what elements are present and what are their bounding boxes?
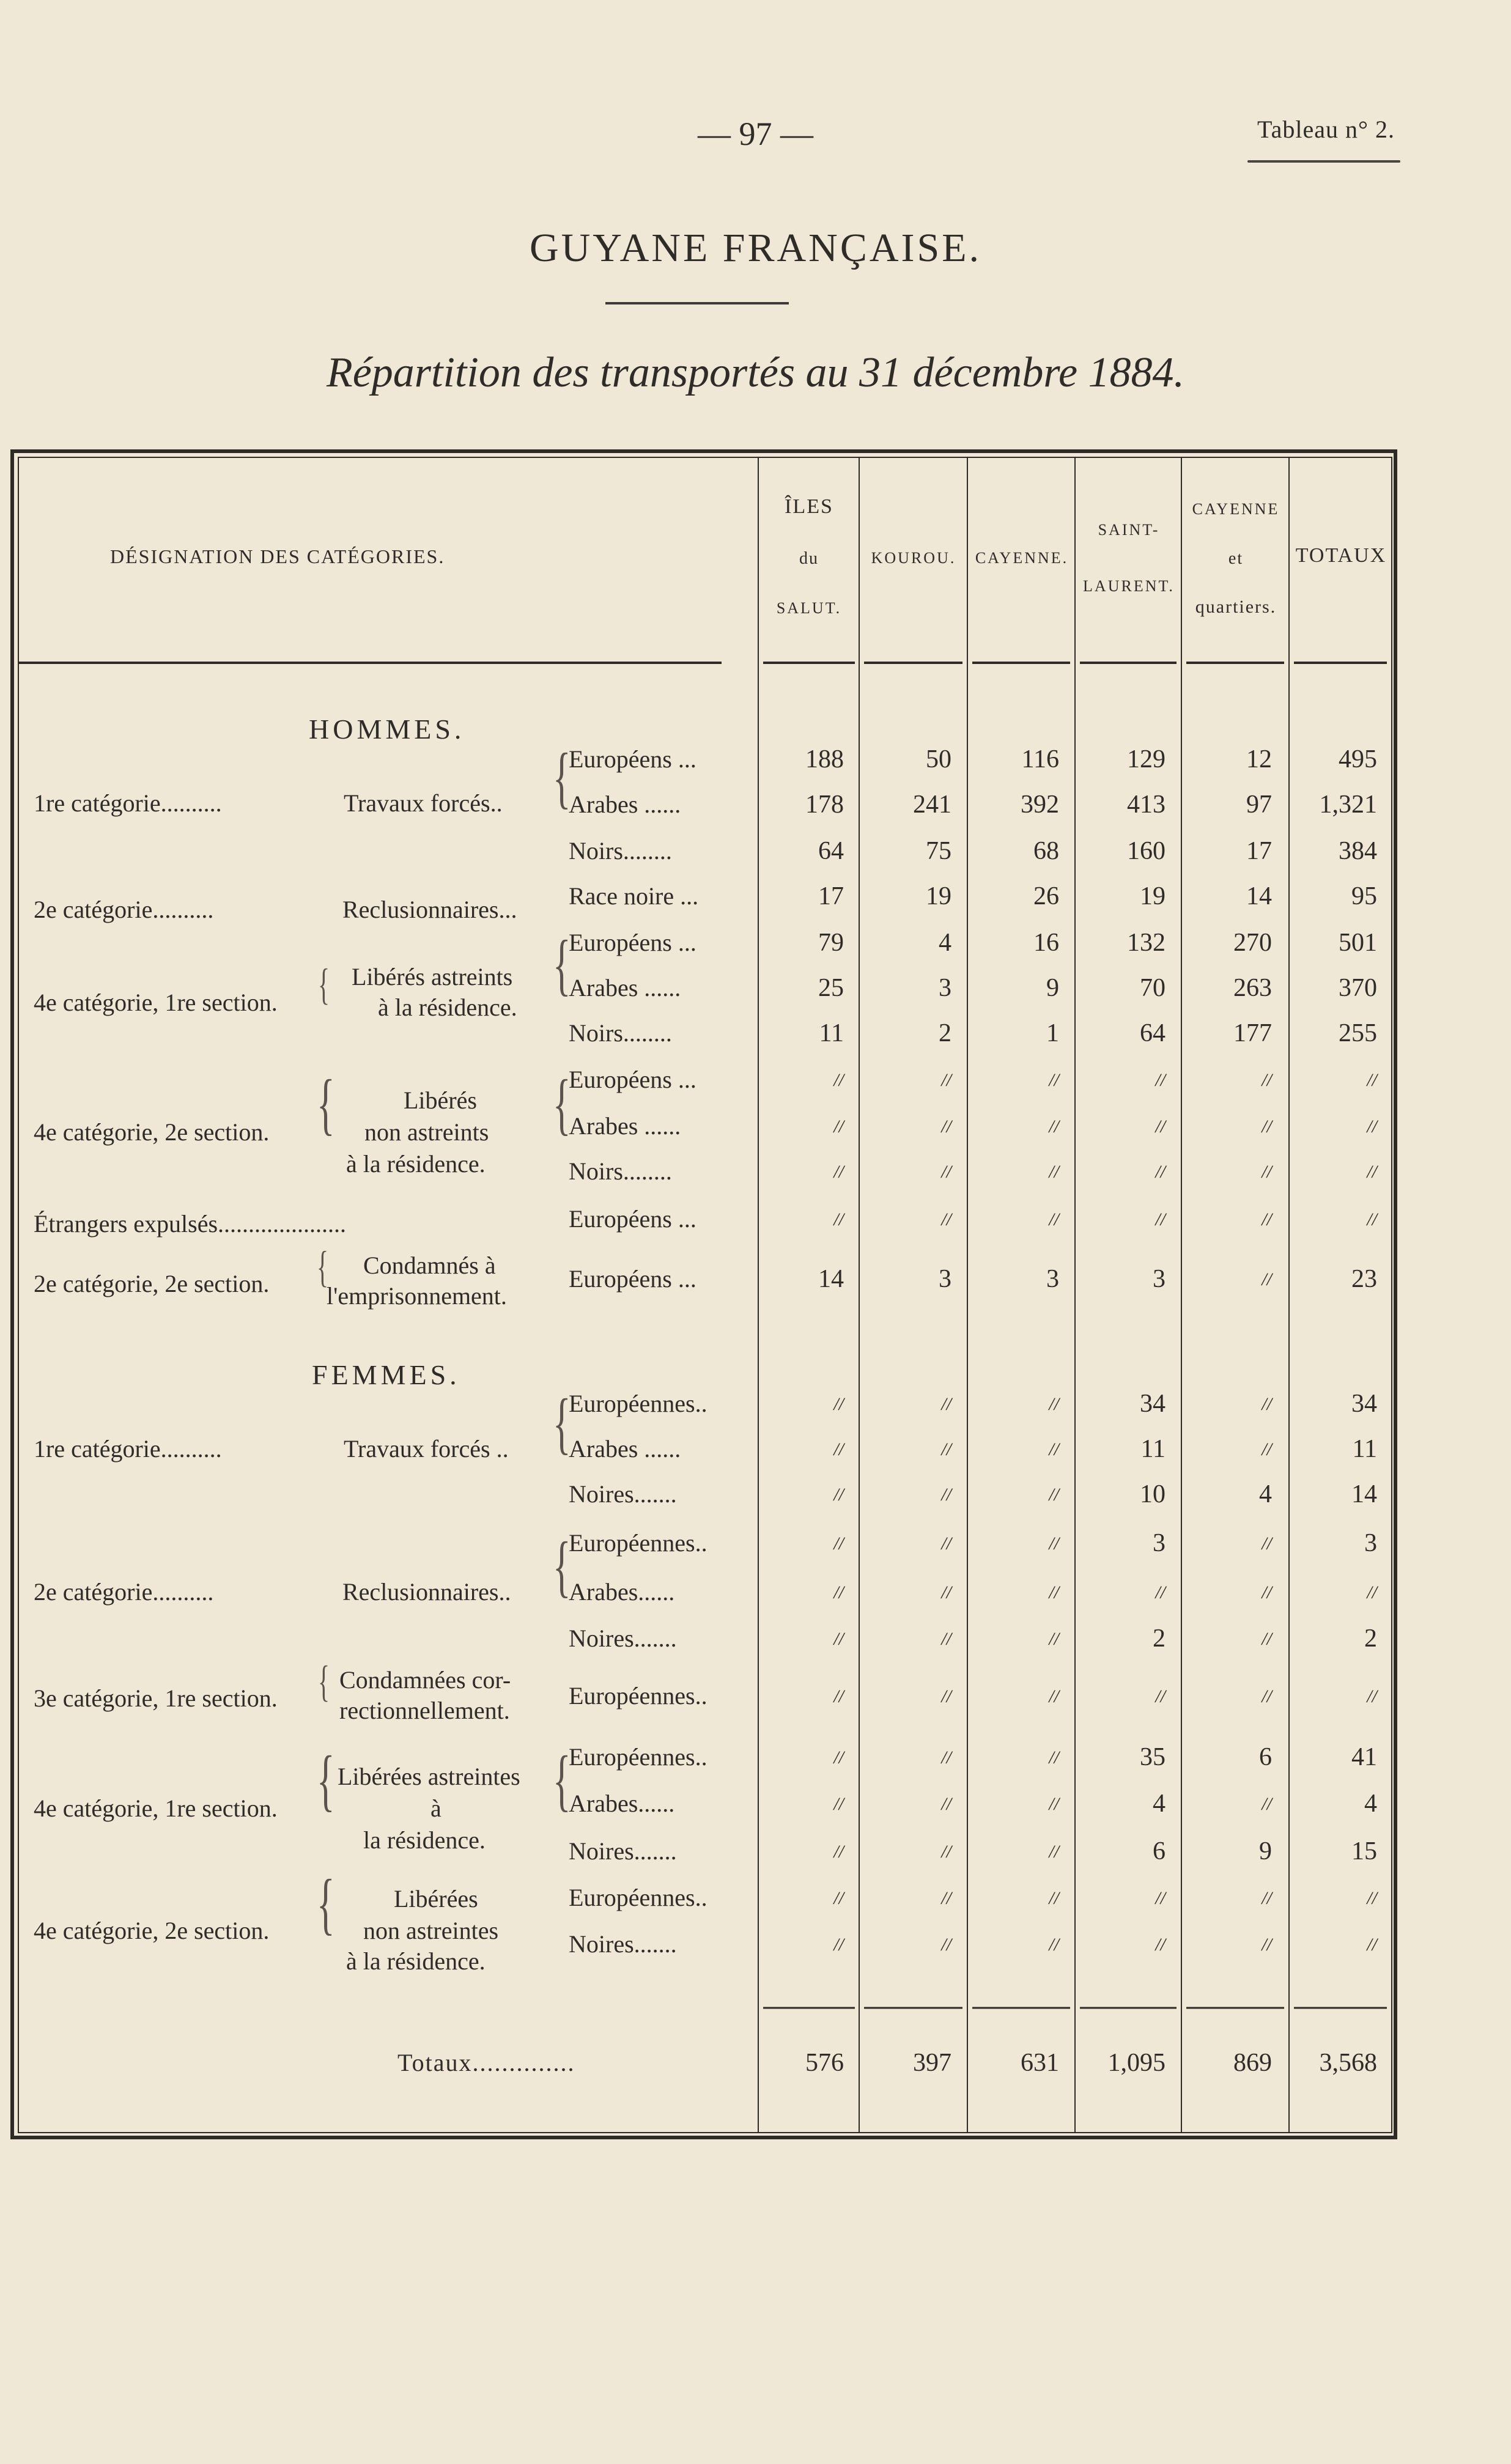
header-cayenne: CAYENNE. — [975, 549, 1069, 567]
table-cell: 11 — [1352, 1435, 1377, 1463]
row-subcategory: Européennes.. — [569, 1743, 707, 1771]
table-cell: // — [941, 1209, 951, 1230]
section-hommes: HOMMES. — [309, 714, 465, 745]
table-cell: 370 — [1339, 974, 1377, 1002]
table-cell: // — [833, 1533, 844, 1554]
table-cell: // — [1155, 1070, 1166, 1090]
total-cell: 631 — [1021, 2049, 1059, 2077]
h-cat2s2-label: 2e catégorie, 2e section. — [34, 1270, 270, 1297]
table-cell: // — [1367, 1116, 1377, 1137]
table-cell: 3 — [939, 1265, 951, 1293]
table-cell: // — [1049, 1439, 1059, 1459]
f-cat3s1-type-1: Condamnées cor- — [339, 1666, 511, 1694]
f-cat4s1-type-2: à — [430, 1795, 441, 1822]
table-cell: 3 — [1364, 1529, 1377, 1557]
table-cell: 12 — [1246, 745, 1272, 773]
table-cell: 2 — [1364, 1625, 1377, 1653]
row-subcategory: Européens ... — [569, 1205, 696, 1233]
table-cell: // — [1049, 1116, 1059, 1137]
row-subcategory: Arabes ...... — [569, 1112, 681, 1140]
brace-icon: { — [317, 1866, 335, 1942]
table-cell: // — [1262, 1533, 1272, 1554]
table-cell: 178 — [805, 791, 844, 819]
table-cell: // — [1049, 1209, 1059, 1230]
table-cell: // — [833, 1439, 844, 1459]
table-cell: // — [1049, 1070, 1059, 1090]
table-cell: // — [1049, 1162, 1059, 1182]
table-cell: 14 — [1246, 882, 1272, 910]
table-cell: 1,321 — [1319, 791, 1377, 819]
table-cell: 25 — [818, 974, 844, 1002]
table-cell: // — [1155, 1162, 1166, 1182]
table-cell: 95 — [1351, 882, 1377, 910]
totaux-label: Totaux.............. — [397, 2049, 575, 2076]
row-subcategory: Arabes...... — [569, 1578, 675, 1606]
row-subcategory: Race noire ... — [569, 882, 699, 910]
table-cell: 129 — [1127, 745, 1166, 773]
brace-icon: { — [318, 1657, 330, 1706]
row-subcategory: Arabes ...... — [569, 791, 681, 818]
table-cell: // — [1049, 1485, 1059, 1505]
table-cell: 501 — [1339, 929, 1377, 957]
table-cell: // — [941, 1935, 951, 1955]
f-cat2-type: Reclusionnaires.. — [342, 1578, 511, 1606]
brace-icon: { — [317, 1066, 335, 1142]
table-cell: // — [833, 1888, 844, 1908]
table-cell: // — [1049, 1888, 1059, 1908]
table-cell: 3 — [1153, 1265, 1166, 1293]
h-cat4s2-label: 4e catégorie, 2e section. — [34, 1118, 270, 1146]
table-cell: // — [1367, 1209, 1377, 1230]
table-cell: 3 — [1153, 1529, 1166, 1557]
table-cell: // — [1155, 1209, 1166, 1230]
table-cell: // — [833, 1485, 844, 1505]
f-cat4s1-type-3: la résidence. — [363, 1826, 486, 1854]
table-cell: // — [1049, 1629, 1059, 1649]
table-cell: // — [1262, 1686, 1272, 1706]
page-subtitle: Répartition des transportés au 31 décembre 1884. — [326, 349, 1185, 396]
table-cell: 384 — [1339, 837, 1377, 865]
table-cell: 15 — [1351, 1837, 1377, 1865]
header-designation: DÉSIGNATION DES CATÉGORIES. — [110, 545, 445, 567]
total-cell: 1,095 — [1107, 2049, 1166, 2077]
row-subcategory: Européens ... — [569, 1066, 696, 1093]
table-cell: 241 — [913, 791, 951, 819]
table-cell: // — [941, 1747, 951, 1768]
table-cell: // — [1367, 1582, 1377, 1603]
row-subcategory: Noires....... — [569, 1837, 677, 1865]
row-subcategory: Arabes ...... — [569, 1435, 681, 1463]
table-cell: // — [1155, 1888, 1166, 1908]
table-cell: // — [941, 1842, 951, 1862]
table-cell: 68 — [1033, 837, 1059, 865]
table-cell: 41 — [1351, 1743, 1377, 1771]
page-title: GUYANE FRANÇAISE. — [529, 226, 982, 270]
h-cat1-label: 1re catégorie.......... — [34, 789, 222, 817]
table-cell: // — [833, 1935, 844, 1955]
table-cell: 4 — [1259, 1480, 1272, 1508]
table-cell: 79 — [818, 929, 844, 957]
table-cell: 9 — [1046, 974, 1059, 1002]
table-cell: // — [941, 1070, 951, 1090]
table-cell: // — [1155, 1935, 1166, 1955]
table-cell: 495 — [1339, 745, 1377, 773]
row-subcategory: Européens ... — [569, 929, 696, 956]
table-cell: 11 — [1140, 1435, 1166, 1463]
table-cell: // — [1262, 1269, 1272, 1289]
header-iles-1: ÎLES — [785, 495, 833, 518]
table-cell: // — [833, 1842, 844, 1862]
header-iles-2: du — [799, 549, 819, 568]
table-cell: 64 — [1140, 1019, 1166, 1047]
brace-icon: { — [553, 1529, 571, 1604]
table-cell: // — [1262, 1162, 1272, 1182]
f-cat1-label: 1re catégorie.......... — [34, 1435, 222, 1463]
table-cell: // — [833, 1116, 844, 1137]
table-cell: 2 — [1153, 1625, 1166, 1653]
page-number: — 97 — — [698, 116, 813, 152]
h-cat4s2-type-1: Libérés — [404, 1086, 477, 1114]
table-cell: 50 — [926, 745, 951, 773]
f-cat4s1-type-1: Libérées astreintes — [338, 1763, 520, 1790]
row-subcategory: Européennes.. — [569, 1529, 707, 1557]
table-cell: // — [1049, 1747, 1059, 1768]
header-kourou: KOUROU. — [871, 549, 956, 567]
brace-icon: { — [553, 740, 571, 816]
table-cell: // — [1262, 1794, 1272, 1814]
table-cell: // — [833, 1070, 844, 1090]
table-cell: // — [1155, 1582, 1166, 1603]
h-cat4s2-type-2: non astreints — [364, 1118, 489, 1146]
table-cell: 23 — [1351, 1265, 1377, 1293]
table-cell: 1 — [1046, 1019, 1059, 1047]
table-cell: 263 — [1233, 974, 1272, 1002]
row-subcategory: Noires....... — [569, 1930, 677, 1958]
table-cell: // — [941, 1686, 951, 1706]
header-quartiers-2: et — [1228, 549, 1244, 568]
table-cell: // — [1049, 1794, 1059, 1814]
table-cell: // — [1155, 1116, 1166, 1137]
table-cell: // — [1049, 1533, 1059, 1554]
brace-icon: { — [553, 1385, 571, 1461]
brace-icon: { — [553, 927, 571, 1003]
brace-icon: { — [318, 960, 330, 1009]
table-cell: // — [941, 1582, 951, 1603]
brace-icon: { — [553, 1066, 571, 1142]
f-cat4s2-type-2: non astreintes — [363, 1917, 499, 1944]
table-cell: // — [1262, 1935, 1272, 1955]
brace-icon: { — [317, 1242, 329, 1291]
header-iles-3: SALUT. — [776, 599, 842, 617]
table-cell: 97 — [1246, 791, 1272, 819]
table-cell: // — [833, 1629, 844, 1649]
f-cat4s2-type-1: Libérées — [394, 1885, 478, 1913]
table-cell: // — [1155, 1686, 1166, 1706]
table-cell: 75 — [926, 837, 951, 865]
f-cat4s1-label: 4e catégorie, 1re section. — [34, 1795, 278, 1822]
table-cell: // — [941, 1485, 951, 1505]
table-cell: 392 — [1021, 791, 1059, 819]
table-cell: 35 — [1140, 1743, 1166, 1771]
table-cell: 4 — [1364, 1790, 1377, 1818]
header-st-laurent-1: SAINT- — [1098, 521, 1160, 539]
table-cell: // — [833, 1394, 844, 1414]
h-cat4s1-type-2: à la résidence. — [378, 994, 517, 1021]
table-cell: 16 — [1033, 929, 1059, 957]
row-subcategory: Noires....... — [569, 1480, 677, 1508]
table-cell: // — [833, 1794, 844, 1814]
table-cell: // — [1049, 1394, 1059, 1414]
h-cat4s1-label: 4e catégorie, 1re section. — [34, 989, 278, 1016]
table-cell: 188 — [805, 745, 844, 773]
h-cat2-type: Reclusionnaires... — [342, 896, 517, 923]
brace-icon: { — [553, 1743, 571, 1818]
table-cell: 19 — [926, 882, 951, 910]
table-cell: 3 — [939, 974, 951, 1002]
brace-icon: { — [317, 1743, 335, 1818]
row-subcategory: Européens ... — [569, 1265, 696, 1293]
header-st-laurent-2: LAURENT. — [1083, 577, 1175, 595]
table-cell: // — [1262, 1394, 1272, 1414]
table-cell: 6 — [1259, 1743, 1272, 1771]
table-cell: // — [1262, 1582, 1272, 1603]
f-cat4s2-label: 4e catégorie, 2e section. — [34, 1917, 270, 1944]
total-cell: 3,568 — [1319, 2049, 1377, 2077]
h-etrangers-label: Étrangers expulsés..................... — [34, 1210, 347, 1238]
h-cat4s1-type-1: Libérés astreints — [352, 963, 513, 990]
table-cell: 270 — [1233, 929, 1272, 957]
table-cell: 64 — [818, 837, 844, 865]
table-cell: 160 — [1127, 837, 1166, 865]
table-cell: 17 — [818, 882, 844, 910]
table-cell: // — [1262, 1888, 1272, 1908]
table-cell: // — [941, 1439, 951, 1459]
table-cell: 14 — [818, 1265, 844, 1293]
f-cat2-label: 2e catégorie.......... — [34, 1578, 214, 1606]
f-cat3s1-label: 3e catégorie, 1re section. — [34, 1684, 278, 1712]
table-cell: 132 — [1127, 929, 1166, 957]
table-cell: // — [833, 1686, 844, 1706]
row-subcategory: Européennes.. — [569, 1682, 707, 1710]
h-cat2s2-type-1: Condamnés à — [363, 1252, 496, 1279]
table-cell: // — [1049, 1686, 1059, 1706]
f-cat4s2-type-3: à la résidence. — [346, 1947, 486, 1975]
row-subcategory: Européens ... — [569, 745, 696, 773]
table-cell: 4 — [1153, 1790, 1166, 1818]
f-cat3s1-type-2: rectionnellement. — [339, 1697, 510, 1724]
row-subcategory: Noires....... — [569, 1625, 677, 1652]
table-cell: // — [941, 1394, 951, 1414]
row-subcategory: Européennes.. — [569, 1884, 707, 1911]
table-cell: 6 — [1153, 1837, 1166, 1865]
h-cat4s2-type-3: à la résidence. — [346, 1150, 486, 1178]
table-cell: 177 — [1233, 1019, 1272, 1047]
table-cell: 9 — [1259, 1837, 1272, 1865]
h-cat2-label: 2e catégorie.......... — [34, 896, 214, 923]
h-cat1-type: Travaux forcés.. — [344, 789, 503, 817]
table-cell: // — [1262, 1116, 1272, 1137]
tableau-label: Tableau n° 2. — [1257, 116, 1395, 143]
f-cat1-type: Travaux forcés .. — [344, 1435, 509, 1463]
table-cell: // — [833, 1747, 844, 1768]
table-cell: // — [1262, 1209, 1272, 1230]
table-cell: // — [941, 1794, 951, 1814]
table-cell: // — [1367, 1888, 1377, 1908]
table-cell: 413 — [1127, 791, 1166, 819]
section-femmes: FEMMES. — [312, 1359, 460, 1390]
table-cell: 4 — [939, 929, 951, 957]
row-subcategory: Noirs........ — [569, 837, 672, 865]
table-cell: 70 — [1140, 974, 1166, 1002]
row-subcategory: Arabes...... — [569, 1790, 675, 1817]
table-cell: // — [1367, 1686, 1377, 1706]
h-cat2s2-type-2: l'emprisonnement. — [327, 1282, 507, 1310]
table-cell: 255 — [1339, 1019, 1377, 1047]
table-cell: 34 — [1351, 1390, 1377, 1418]
table-cell: // — [1367, 1162, 1377, 1182]
table-cell: 10 — [1140, 1480, 1166, 1508]
total-cell: 869 — [1233, 2049, 1272, 2077]
table-cell: // — [941, 1629, 951, 1649]
table-cell: // — [833, 1582, 844, 1603]
table-cell: // — [833, 1209, 844, 1230]
table-cell: // — [941, 1533, 951, 1554]
row-subcategory: Arabes ...... — [569, 974, 681, 1001]
table-cell: // — [1262, 1439, 1272, 1459]
table-cell: // — [941, 1888, 951, 1908]
row-subcategory: Noirs........ — [569, 1019, 672, 1047]
table-cell: // — [1049, 1935, 1059, 1955]
table-cell: 34 — [1140, 1390, 1166, 1418]
row-subcategory: Européennes.. — [569, 1390, 707, 1417]
table-cell: 26 — [1033, 882, 1059, 910]
table-cell: 3 — [1046, 1265, 1059, 1293]
total-cell: 397 — [913, 2049, 951, 2077]
table-cell: // — [1049, 1582, 1059, 1603]
table-cell: // — [941, 1162, 951, 1182]
table-cell: 14 — [1351, 1480, 1377, 1508]
table-cell: 116 — [1021, 745, 1059, 773]
header-quartiers-3: quartiers. — [1195, 597, 1277, 617]
table-cell: // — [1367, 1935, 1377, 1955]
total-cell: 576 — [805, 2049, 844, 2077]
header-quartiers-1: CAYENNE — [1192, 500, 1280, 518]
table-cell: // — [1367, 1070, 1377, 1090]
table-cell: // — [941, 1116, 951, 1137]
table-cell: // — [1049, 1842, 1059, 1862]
table-cell: // — [833, 1162, 844, 1182]
table-cell: 11 — [819, 1019, 844, 1047]
row-subcategory: Noirs........ — [569, 1157, 672, 1185]
table-cell: 2 — [939, 1019, 951, 1047]
table-cell: 19 — [1140, 882, 1166, 910]
table-cell: // — [1262, 1070, 1272, 1090]
header-totaux: TOTAUX — [1295, 544, 1387, 567]
table-cell: 17 — [1246, 837, 1272, 865]
table-cell: // — [1262, 1629, 1272, 1649]
